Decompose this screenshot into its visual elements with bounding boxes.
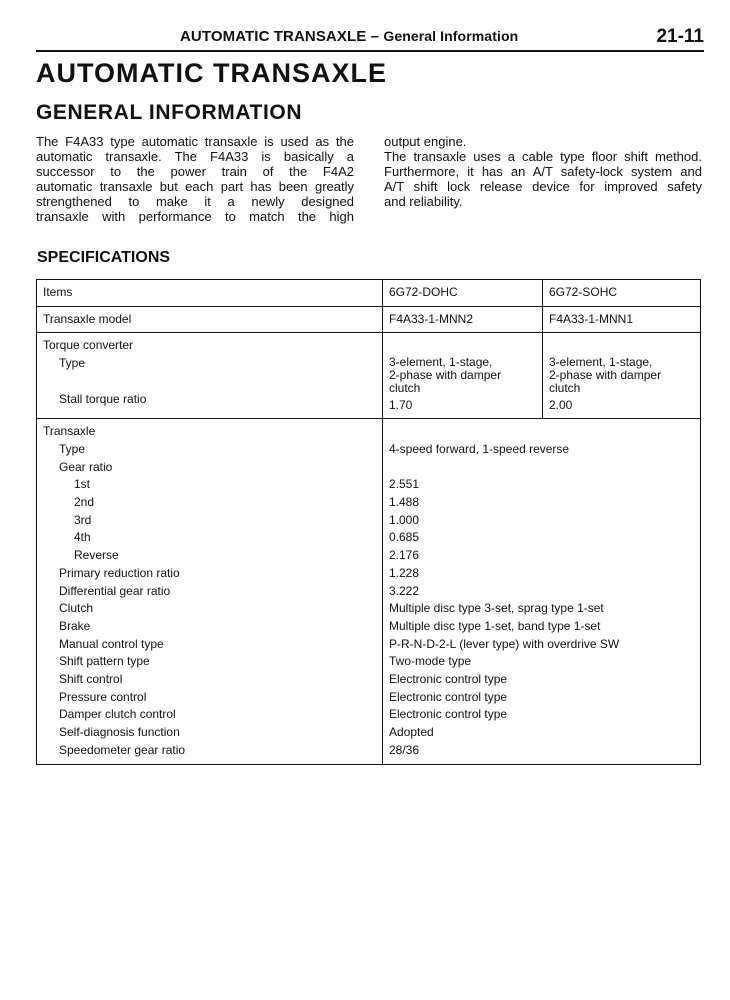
intro-line: Furthermore, it has an A/T safety-lock system and [384, 164, 702, 179]
stall-torque-label: Stall torque ratio [59, 391, 147, 406]
spec-value: Electronic control type [389, 707, 508, 722]
spec-label: Primary reduction ratio [59, 565, 180, 580]
torque-converter-label: Torque converter [43, 338, 134, 353]
row-label-cell [37, 306, 383, 333]
intro-line: The transaxle uses a cable type floor shift method. [384, 149, 702, 164]
page-number: 21-11 [656, 26, 704, 47]
torque-type-sohc: 2-phase with damper [549, 367, 662, 382]
intro-left-column [36, 134, 354, 224]
running-header [180, 28, 518, 45]
torque-type-dohc: clutch [389, 380, 421, 395]
spec-value: 0.685 [389, 530, 420, 545]
torque-converter-sohc-cell [543, 333, 701, 419]
spec-label: Self-diagnosis function [59, 725, 180, 740]
spec-value: 2.176 [389, 548, 420, 563]
spacer [549, 337, 694, 355]
intro-line: A/T shift lock release device for improved safety [384, 179, 702, 194]
spec-label: Clutch [59, 601, 94, 616]
header-divider [36, 50, 704, 52]
intro-line: The F4A33 type automatic transaxle is used as the [36, 134, 354, 149]
running-header-separator: – [366, 28, 384, 45]
spacer [389, 337, 536, 355]
intro-line: transaxle with performance to match the high [36, 209, 354, 224]
spec-label: Type [59, 441, 86, 456]
spec-value: Two-mode type [389, 654, 472, 669]
spec-value: P-R-N-D-2-L (lever type) with overdrive SW [389, 636, 620, 651]
section-title: GENERAL INFORMATION [36, 101, 303, 124]
spec-value: 4-speed forward, 1-speed reverse [389, 441, 570, 456]
running-header-title: AUTOMATIC TRANSAXLE [180, 28, 367, 45]
spacer [43, 373, 376, 391]
spec-value: 3.222 [389, 583, 420, 598]
spec-value: Electronic control type [389, 672, 508, 687]
specifications-heading: SPECIFICATIONS [37, 249, 171, 266]
dohc-header: 6G72-DOHC [389, 285, 458, 299]
spec-value: Adopted [389, 725, 434, 740]
spec-value: 1.228 [389, 565, 420, 580]
table-row [37, 419, 701, 764]
transaxle-model-dohc: F4A33-1-MNN2 [389, 311, 474, 326]
torque-type-dohc: 2-phase with damper [389, 367, 502, 382]
spec-label: Differential gear ratio [59, 583, 171, 598]
row-value-cell [543, 306, 701, 333]
spec-value: Multiple disc type 1-set, band type 1-set [389, 618, 601, 633]
header-col2-cell [543, 280, 701, 307]
transaxle-label: Transaxle [43, 424, 96, 439]
intro-line: strengthened to make it a newly designed [36, 194, 354, 209]
spec-value: Multiple disc type 3-set, sprag type 1-set [389, 601, 604, 616]
transaxle-labels-cell [37, 419, 383, 764]
spec-label: Pressure control [59, 689, 147, 704]
spacer [389, 423, 694, 441]
transaxle-values-cell [383, 419, 701, 764]
spec-label: Damper clutch control [59, 707, 176, 722]
torque-type-label: Type [59, 356, 86, 371]
spec-value: 2.551 [389, 477, 420, 492]
table-row [37, 333, 701, 419]
row-value-cell [383, 306, 543, 333]
spec-label: Manual control type [59, 636, 164, 651]
spec-value [389, 459, 694, 477]
header-col1-cell [383, 280, 543, 307]
specifications-table [36, 279, 701, 765]
spec-label: Gear ratio [59, 459, 113, 474]
intro-line: output engine. [384, 134, 467, 149]
intro-line: automatic transaxle. The F4A33 is basically a [36, 149, 354, 164]
torque-type-sohc: clutch [549, 380, 581, 395]
spec-label: 1st [74, 477, 91, 492]
spec-value: Electronic control type [389, 689, 508, 704]
transaxle-model-sohc: F4A33-1-MNN1 [549, 311, 634, 326]
page-title: AUTOMATIC TRANSAXLE [36, 58, 387, 88]
spec-value: 1.000 [389, 512, 420, 527]
transaxle-model-label: Transaxle model [43, 311, 132, 326]
spec-value: 1.488 [389, 495, 420, 510]
stall-torque-dohc: 1.70 [389, 397, 413, 412]
spec-label: Shift pattern type [59, 654, 150, 669]
table-header-row [37, 280, 701, 307]
stall-torque-sohc: 2.00 [549, 397, 573, 412]
spec-label: 3rd [74, 512, 92, 527]
running-header-subtitle: General Information [383, 28, 519, 44]
intro-line: automatic transaxle but each part has been greatly [36, 179, 354, 194]
intro-line: successor to the power train of the F4A2 [36, 164, 354, 179]
header-items-cell [37, 280, 383, 307]
torque-type-sohc: 3-element, 1-stage, [549, 355, 653, 370]
spec-label: 2nd [74, 495, 95, 510]
spec-label: Brake [59, 618, 91, 633]
items-header: Items [43, 285, 73, 299]
spec-label: 4th [74, 530, 91, 545]
table-row [37, 306, 701, 333]
intro-line: and reliability. [384, 194, 463, 209]
spec-label: Reverse [74, 548, 119, 563]
intro-right-column [384, 134, 702, 209]
torque-converter-dohc-cell [383, 333, 543, 419]
spec-value: 28/36 [389, 742, 420, 757]
sohc-header: 6G72-SOHC [549, 285, 618, 299]
spec-label: Shift control [59, 672, 123, 687]
spec-label: Speedometer gear ratio [59, 742, 186, 757]
torque-type-dohc: 3-element, 1-stage, [389, 355, 493, 370]
torque-converter-label-cell [37, 333, 383, 419]
